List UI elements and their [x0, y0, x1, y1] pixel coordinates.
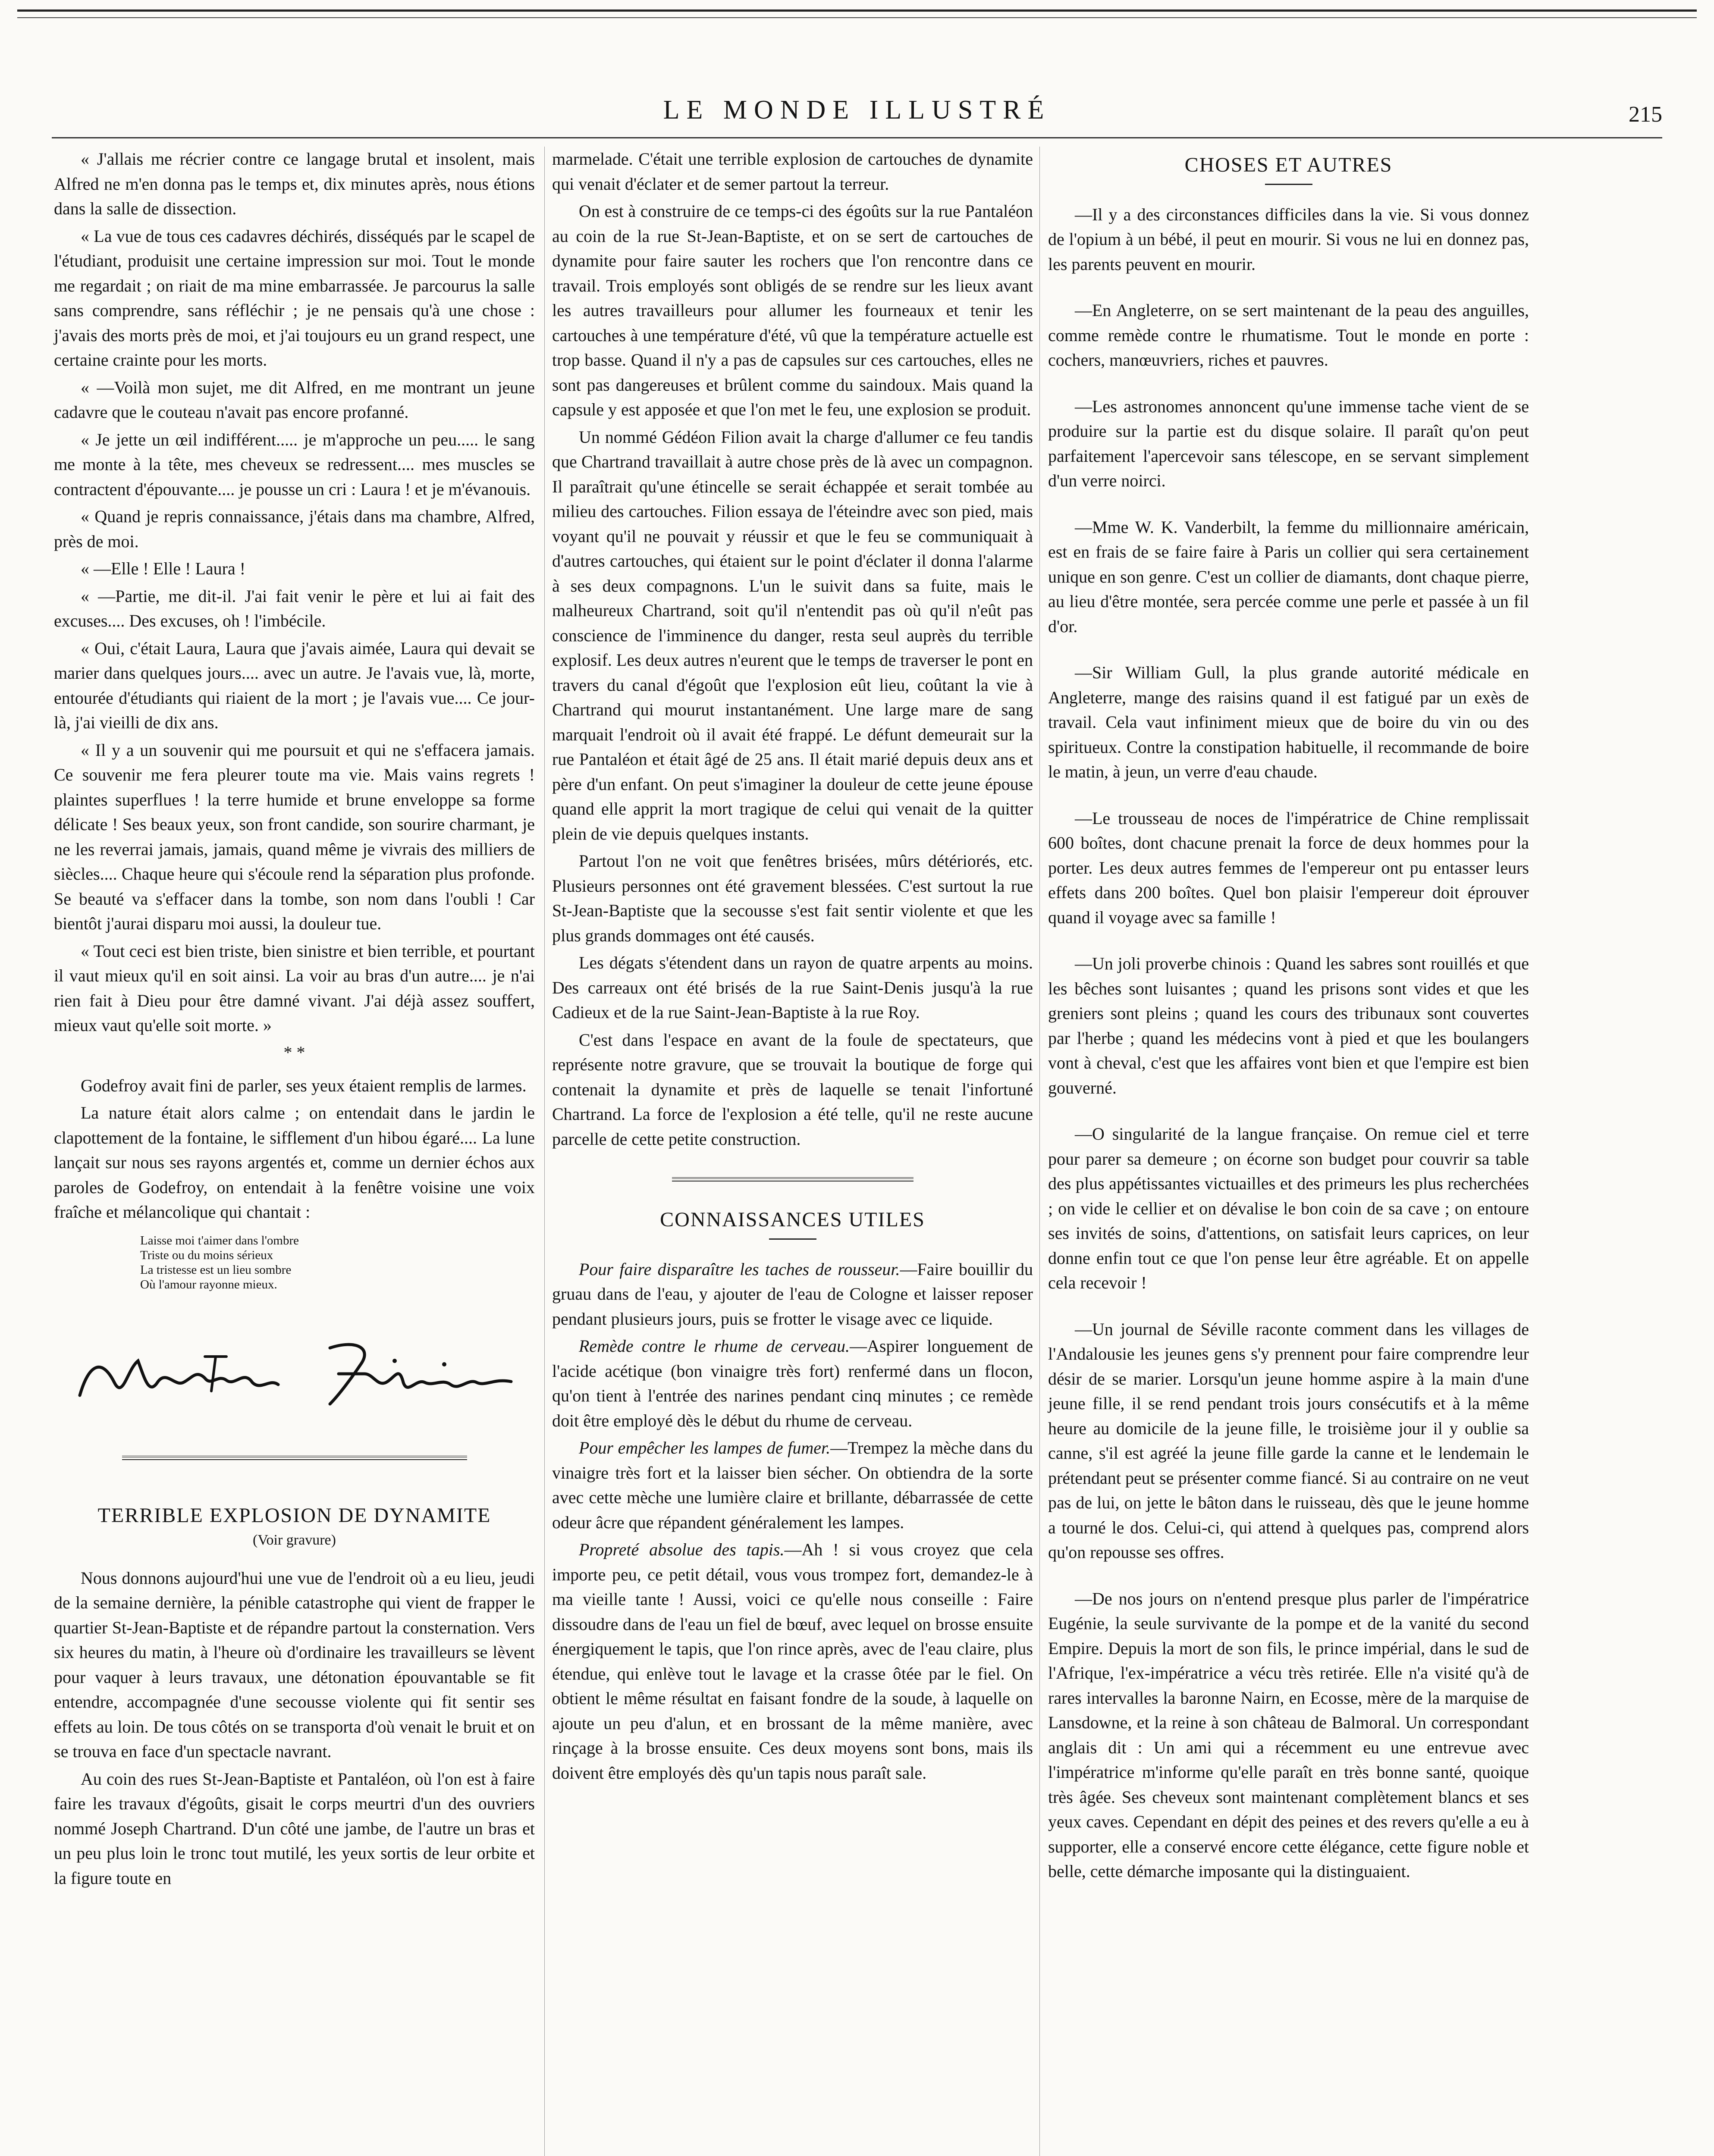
- page-header: [52, 86, 1662, 138]
- top-border-rule: [17, 9, 1697, 12]
- poem-line: La tristesse est un lieu sombre: [140, 1263, 292, 1277]
- explosion-paragraph: C'est dans l'espace en avant de la foule de spectateurs, que représente notre gravure, que se trouvait la boutique de forge qui contenait la dynamite et près de laquelle se tenait l'infortuné Chartrand. La force de l'explosion a été telle, qu'il ne reste aucune parcelle de cette petite construction.: [552, 1030, 1033, 1149]
- column-3: [1048, 147, 1529, 1905]
- story-paragraph: La nature était alors calme ; on entendait dans le jardin le clapottement de la fontaine, le sifflement d'un hibou égaré.... La lune lançait sur nous ses rayons argentés et, comme un dernier échos aux paroles de Godefroy, on entendait à la fenêtre voisine une voix fraîche et mélancolique qui chantait :: [54, 1103, 535, 1222]
- tip-item: [552, 1537, 1033, 1785]
- tip-text: —Faire bouillir du gruau dans de l'eau, y ajouter de l'eau de Cologne et laisser reposer pendant plusieurs jours, puis se frotter le visage avec ce liquide.: [552, 1259, 1033, 1329]
- explosion-subtitle: (Voir gravure): [253, 1532, 336, 1548]
- news-item: —Mme W. K. Vanderbilt, la femme du millionnaire américain, est en frais de se faire faire à Paris un collier qui sera certainement unique en son genre. C'est un collier de diamants, dont chaque pierre, au lieu d'être montée, sera percée comme une perle et passée à un fil d'or.: [1048, 517, 1529, 636]
- story-paragraph: « Il y a un souvenir qui me poursuit et qui ne s'effacera jamais. Ce souvenir me fera pleurer toute ma vie. Mais vains regrets ! plaintes superflues ! la terre humide et brune enveloppe sa forme délicate ! Ses beaux yeux, son front candide, son sourire charmant, je ne les reverrai jamais, jamais, quand même je vivrais des milliers de siècles.... Chaque heure qui s'écoule rend la séparation plus profonde. Se beauté va s'effacer dans la tombe, son nom dans l'oubli ! Car bientôt j'aurai disparu moi aussi, la douleur tue.: [54, 740, 535, 933]
- news-item: —Un journal de Séville raconte comment dans les villages de l'Andalousie les jeunes gens s'y prennent pour faire comprendre leur désir de se marier. Lorsqu'un jeune homme aspire à la main d'une jeune fille, il se rend pendant trois jours consécutifs et à la même heure au domicile de la jeune fille, le troisième jour il y oublie sa canne, s'il est agréé la jeune fille garde la canne et le lendemain le prétendant peut se présenter comme fiancé. Si au contraire on ne veut pas de lui, on jette le bâton dans le ruisseau, dès que le jeune homme a tourné le dos. Celui-ci, qui attend à quelques pas, comprend alors qu'on repousse ses offres.: [1048, 1319, 1529, 1562]
- column-divider: [1039, 147, 1040, 2156]
- story-paragraph: « Je jette un œil indifférent..... je m'approche un peu..... le sang me monte à la tête, mes cheveux se redressent.... mes muscles se contractent d'épouvante.... je pousse un cri : Laura ! et je m'évanouis.: [54, 429, 535, 499]
- explosion-paragraph: Un nommé Gédéon Filion avait la charge d'allumer ce feu tandis que Chartrand travaillait à autre chose près de là avec un compagnon. Il paraîtrait qu'une étincelle se serait échappée et serait tombée au milieu des cartouches. Filion essaya de l'éteindre avec son pied, mais voyant qu'il ne pouvait y réussir et que le feu se communiquait à d'autres cartouches, qui étaient sur le point d'éclater il donna l'alarme à ses deux compagnons. L'un le suivit dans sa fuite, mais le malheureux Chartrand, soit qu'il n'entendit pas où qu'il n'eût pas conscience de l'imminence du danger, resta seul auprès du terrible explosif. Les deux autres n'eurent que le temps de traverser le pont en travers du canal d'égoût que l'explosion eût lieu, coûtant la vie à Chartrand qui mourut instantanément. Une large mare de sang marquait l'endroit où il avait été frappé. Le défunt demeurait sur la rue Pantaléon et était âgé de 25 ans. Il était marié depuis deux ans et père d'un enfant. On peut s'imaginer la douleur de cette jeune épouse quand elle apprit la mort tragique de celui qui venait de la quitter plein de vie depuis quelques instants.: [552, 427, 1033, 843]
- explosion-paragraph: Partout l'on ne voit que fenêtres brisées, mûrs détériorés, etc. Plusieurs personnes ont été gravement blessées. C'est surtout la rue St-Jean-Baptiste que la secousse s'est fait sentir violente et que les plus grands dommages ont été causés.: [552, 851, 1033, 945]
- tip-lead: Pour empêcher les lampes de fumer.: [579, 1438, 831, 1457]
- news-item: —En Angleterre, on se sert maintenant de la peau des anguilles, comme remède contre le rhumatisme. Tout le monde en porte : cochers, manœuvriers, riches et pauvres.: [1048, 301, 1529, 370]
- story-paragraph: « La vue de tous ces cadavres déchirés, disséqués par le scapel de l'étudiant, produisit une certaine impression sur moi. Tout le monde me regardait ; on riait de ma mine embarrassée. Je parcourus la salle sans comprendre, sans réfléchir ; je ne pensais qu'à une chose : j'avais des morts près de moi, et j'ai toujours eu un grand respect, une certaine crainte pour les morts.: [54, 226, 535, 370]
- tip-item: [552, 1257, 1033, 1332]
- explosion-title: TERRIBLE EXPLOSION DE DYNAMITE: [97, 1504, 491, 1527]
- tip-item: [552, 1435, 1033, 1535]
- connaissances-title: CONNAISSANCES UTILES: [660, 1208, 925, 1231]
- story-paragraph: « —Partie, me dit-il. J'ai fait venir le père et lui ai fait des excuses.... Des excuses, oh ! l'imbécile.: [54, 586, 535, 630]
- explosion-paragraph: Au coin des rues St-Jean-Baptiste et Pantaléon, où l'on est à faire faire les travaux d'égoûts, gisait le corps meurtri d'un des ouvriers nommé Joseph Chartrand. D'un côté une jambe, de l'autre un bras et un peu plus loin le tronc tout mutilé, les yeux sortis de leur orbite et la figure toute en: [54, 1769, 535, 1888]
- top-border-rule-thin: [17, 17, 1697, 18]
- story-paragraph: Godefroy avait fini de parler, ses yeux étaient remplis de larmes.: [81, 1075, 527, 1095]
- story-paragraph: « —Voilà mon sujet, me dit Alfred, en me montrant un jeune cadavre que le couteau n'avait pas encore profanné.: [54, 377, 535, 422]
- tip-text: —Aspirer longuement de l'acide acétique (bon vinaigre très fort) renfermé dans un flocon, qu'on tient à l'entrée des narines pendant cinq minutes ; ce remède doit être employé dès le début du rhume de cerveau.: [552, 1336, 1033, 1430]
- news-item: —O singularité de la langue française. On remue ciel et terre pour parer sa demeure ; on écorne son budget pour couvrir sa table des plus appétissantes victuailles et des primeurs les plus recherchées ; on vide le cellier et on dévalise le bon coin de sa cave ; on entoure ses invités de soins, d'attentions, on satisfait leurs caprices, on leur donne enfin tout ce que l'on pense leur être agréable. Et on appelle cela recevoir !: [1048, 1124, 1529, 1292]
- column-divider: [544, 147, 545, 2156]
- masthead: LE MONDE ILLUSTRÉ: [663, 95, 1051, 125]
- poem-line: Où l'amour rayonne mieux.: [140, 1277, 277, 1291]
- choses-title: CHOSES ET AUTRES: [1184, 154, 1393, 176]
- explosion-paragraph: Nous donnons aujourd'hui une vue de l'endroit où a eu lieu, jeudi de la semaine dernière, la pénible catastrophe qui vient de frapper le quartier St-Jean-Baptiste et de répandre partout la consternation. Vers six heures du matin, à l'heure où d'ordinaire les travailleurs se lèvent pour vaquer à leurs travaux, une détonation épouvantable se fit entendre, accompagnée d'une secousse violente qui fit sentir ses effets au loin. De tous côtés on se transporta d'où venait le bruit et on se trouva en face d'un spectacle navrant.: [54, 1568, 535, 1761]
- story-paragraph: « —Elle ! Elle ! Laura !: [81, 559, 246, 578]
- explosion-paragraph: On est à construire de ce temps-ci des égoûts sur la rue Pantaléon au coin de la rue St-Jean-Baptiste, et on se sert de cartouches de dynamite pour faire sauter les rochers que l'on rencontre dans ce travail. Trois employés sont obligés de se rendre sur les lieux avant les autres travailleurs pour allumer les fourneaux et tenir les cartouches à une température d'été, vû que la température actuelle est trop basse. Quand il n'y a pas de capsules sur ces cartouches, elles ne sont pas dangereuses et brûlent comme du saindoux. Mais quand la capsule y est apposée et que l'on met le feu, une explosion se produit.: [552, 201, 1033, 419]
- page-number: 215: [1629, 102, 1662, 127]
- tip-lead: Propreté absolue des tapis.: [579, 1540, 785, 1559]
- explosion-paragraph: marmelade. C'était une terrible explosion de cartouches de dynamite qui venait d'éclater et de semer partout la terreur.: [552, 149, 1033, 194]
- story-paragraph: « J'allais me récrier contre ce langage brutal et insolent, mais Alfred ne m'en donna pas le temps et, dix minutes après, nous étions dans la salle de dissection.: [54, 149, 535, 218]
- news-item: —Les astronomes annoncent qu'une immense tache vient de se produire sur la partie est du disque solaire. Il paraît qu'on peut parfaitement l'apercevoir sans télescope, en se servant simplement d'un verre noirci.: [1048, 396, 1529, 490]
- section-divider: [122, 1456, 467, 1460]
- section-divider: [672, 1177, 914, 1181]
- news-item: —Le trousseau de noces de l'impératrice de Chine remplissait 600 boîtes, dont chacune prenait la force de deux hommes pour la porter. Les deux autres femmes de l'empereur ont pu entasser leurs effets dans 200 boîtes. Quel bon plaisir l'empereur doit éprouver quand il voyage avec sa famille !: [1048, 808, 1529, 927]
- title-rule: [769, 1238, 816, 1240]
- news-item: —De nos jours on n'entend presque plus parler de l'impératrice Eugénie, la seule survivante de la pompe et de la vanité du second Empire. Depuis la mort de son fils, le prince impérial, dans le sud de l'Afrique, l'ex-impératrice a vécu très retirée. Elle n'a visité qu'à de rares intervalles la baronne Nairn, en Ecosse, mère de la marquise de Lansdowne, et la reine à son château de Balmoral. Un correspondant anglais dit : Un ami qui a récemment eu une entrevue avec l'impératrice m'informe qu'elle paraît en très bonne santé, quoique très âgée. Ses cheveux sont maintenant complètement blancs et ses yeux caves. Cependant en dépit des peines et des revers qu'elle a eu à supporter, elle a conservé encore cette élégance, cette figure noble et belle, cette démarche imposante qui la distinguaient.: [1048, 1589, 1529, 1881]
- tip-lead: Remède contre le rhume de cerveau.: [579, 1336, 850, 1356]
- explosion-paragraph: Les dégats s'étendent dans un rayon de quatre arpents au moins. Des carreaux ont été brisés de la rue Saint-Denis jusqu'à la rue Cadieux et de la rue Saint-Jean-Baptiste à la rue Roy.: [552, 953, 1033, 1022]
- news-item: —Il y a des circonstances difficiles dans la vie. Si vous donnez de l'opium à un bébé, il peut en mourir. Si vous ne lui en donnez pas, les parents peuvent en mourir.: [1048, 204, 1529, 274]
- asterism: * *: [283, 1042, 305, 1062]
- news-item: —Sir William Gull, la plus grande autorité médicale en Angleterre, mange des raisins quand il est fatigué par un exès de travail. Cela vaut infiniment mieux que de boire du vin ou des spiritueux. Contre la constipation habituelle, il recommande de boire le matin, à jeun, un verre d'eau chaude.: [1048, 663, 1529, 781]
- story-paragraph: « Quand je repris connaissance, j'étais dans ma chambre, Alfred, près de moi.: [54, 507, 535, 551]
- header-rule: [52, 137, 1662, 138]
- signature-drawing: [63, 1331, 537, 1417]
- tip-item: [552, 1334, 1033, 1433]
- news-item: —Un joli proverbe chinois : Quand les sabres sont rouillés et que les bêches sont luisantes ; quand les prisons sont vides et que les greniers sont pleins ; quand les cours des tribunaux sont couvertes par l'herbe ; quand les médecins vont à pied et que les boulangers vont à cheval, c'est que les affaires vont bien et que l'empire est bien gouverné.: [1048, 954, 1529, 1097]
- author-signature: [63, 1331, 535, 1417]
- title-rule: [1265, 184, 1312, 185]
- poem: [140, 1233, 535, 1292]
- story-paragraph: « Oui, c'était Laura, Laura que j'avais aimée, Laura qui devait se marier dans quelques jours.... avec un autre. Je l'avais vue, là, morte, entourée d'étudiants qui riaient de la mort ; je l'avais vue.... Ce jour-là, j'ai vieilli de dix ans.: [54, 638, 535, 732]
- poem-line: Triste ou du moins sérieux: [140, 1248, 273, 1262]
- poem-line: Laisse moi t'aimer dans l'ombre: [140, 1233, 299, 1247]
- story-paragraph: « Tout ceci est bien triste, bien sinistre et bien terrible, et pourtant il vaut mieux qu'il en soit ainsi. La voir au bras d'un autre.... je n'ai rien fait à Dieu pour être damné vivant. J'ai déjà assez souffert, mieux vaut qu'elle soit morte. »: [54, 941, 535, 1035]
- column-2: [552, 147, 1033, 1788]
- tip-text: —Ah ! si vous croyez que cela importe peu, ce petit détail, vous vous trompez fort, demandez-le à ma vieille tante ! Aussi, voici ce qu'elle nous conseille : Faire dissoudre dans de l'eau un fiel de bœuf, avec lequel on brosse ensuite énergiquement le tapis, que l'on rince après, avec de l'eau claire, plus étendue, qui enlève tout le lavage et la crasse ôtée par le fiel. On obtient le même résultat en faisant fondre de la soude, à laquelle on ajoute un peu d'alun, et en brossant de la même manière, avec rinçage à la brosse ensuite. Ces deux moyens sont bons, mais ils doivent être employés dès qu'un tapis nous paraît sale.: [552, 1540, 1033, 1783]
- column-1: [54, 147, 535, 1893]
- tip-lead: Pour faire disparaître les taches de rousseur.: [579, 1259, 900, 1279]
- tip-text: —Trempez la mèche dans du vinaigre très fort et la laisser bien sécher. On obtiendra de la sorte avec cette mèche une lumière claire et brillante, débarrassée de cette odeur âcre que répandent généralement les lampes.: [552, 1438, 1033, 1532]
